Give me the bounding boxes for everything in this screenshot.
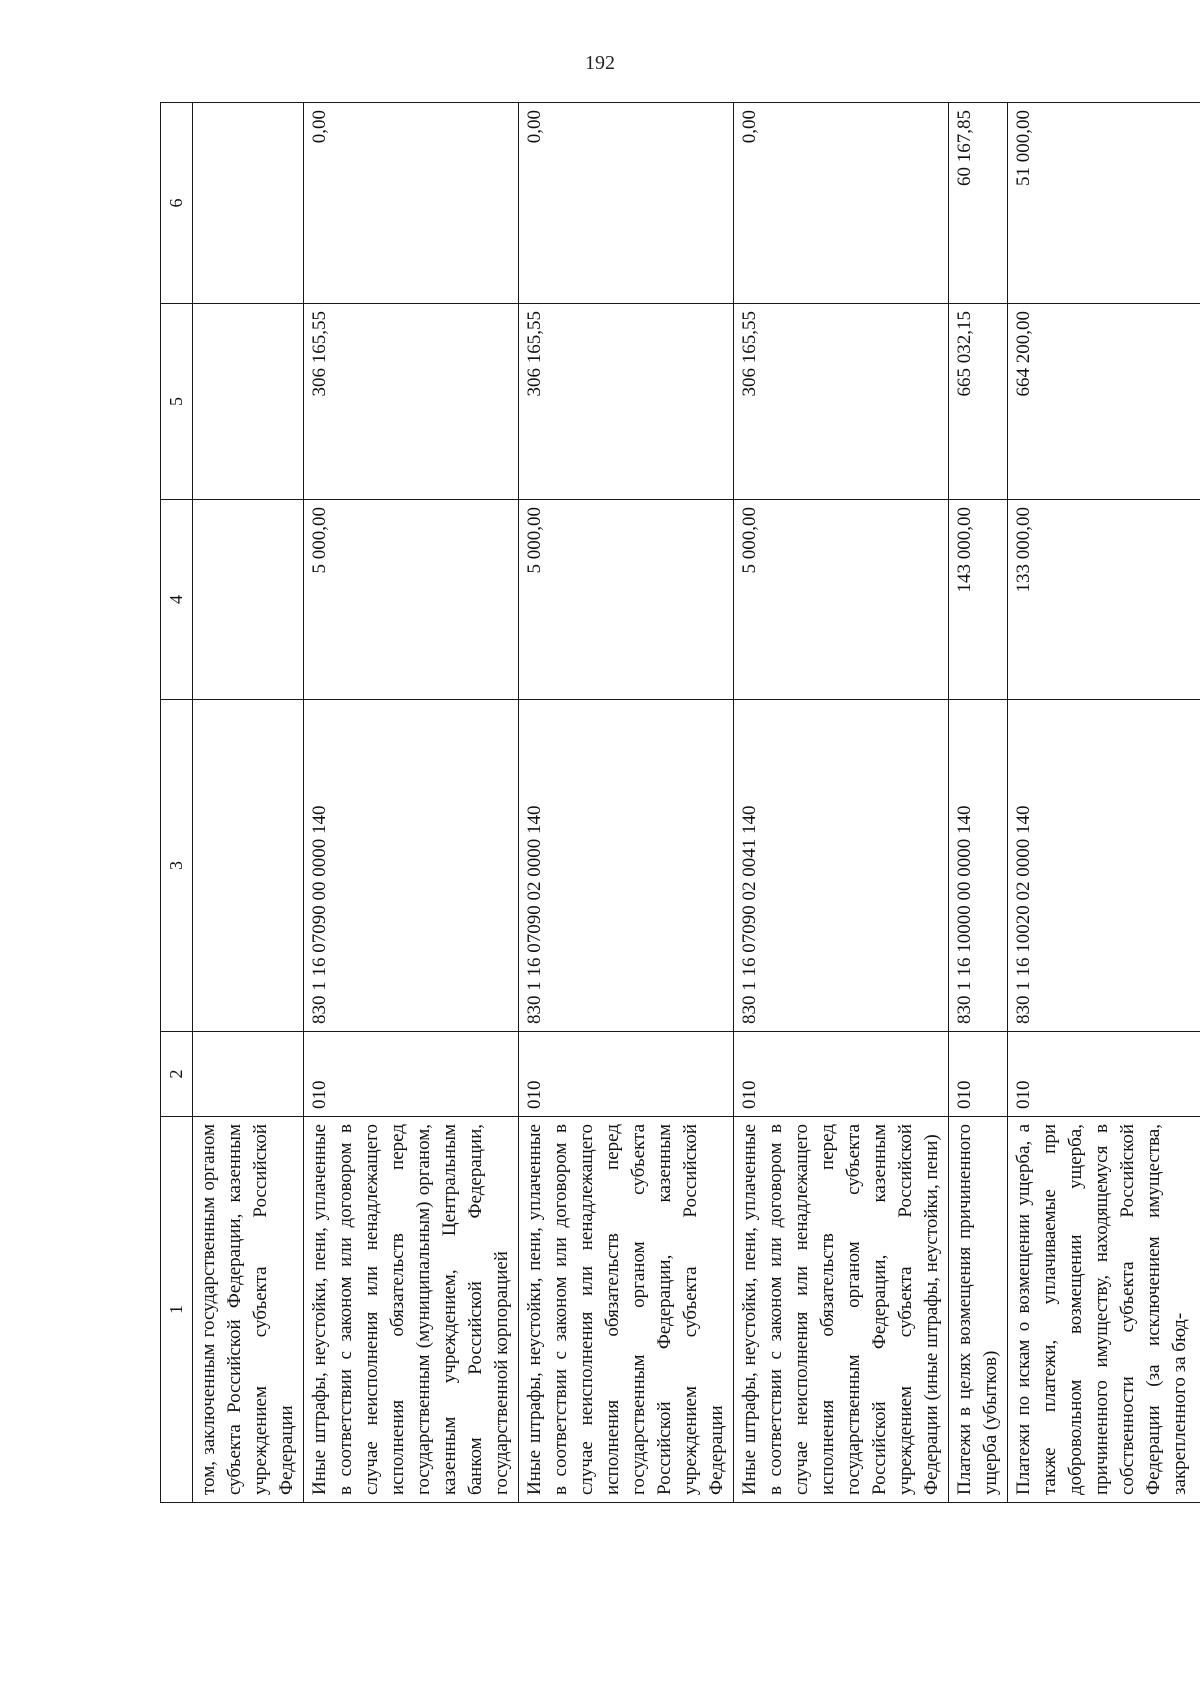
cell-col6: 0,00 [734, 103, 949, 304]
cell-col5 [193, 304, 304, 500]
cell-kbk: 830 1 16 07090 00 0000 140 [304, 700, 519, 1032]
cell-col6: 0,00 [519, 103, 734, 304]
cell-code [193, 1032, 304, 1117]
cell-col4: 5 000,00 [304, 500, 519, 700]
header-row [161, 103, 193, 1503]
header-col-1: 1 [161, 1117, 193, 1503]
cell-col5: 306 165,55 [304, 304, 519, 500]
cell-code: 010 [304, 1032, 519, 1117]
cell-col5: 664 200,00 [1008, 304, 1200, 500]
cell-name: Платежи в целях возмещения причиненного ущерба (убытков) [949, 1117, 1008, 1503]
cell-name: Иные штрафы, неустойки, пени, уплаченные в соответствии с законом или договором в случае неисполнения или ненадлежащего исполнения обязательств перед государственным органом субъекта Российской Федерации, казенным учреждением субъекта Российской Федерации [519, 1117, 734, 1503]
cell-name: том, заключенным государственным органом субъекта Российской Федерации, казенным учреждением субъекта Российской Федерации [193, 1117, 304, 1503]
header-col-6: 6 [161, 103, 193, 304]
table-row [304, 103, 519, 1503]
cell-kbk: 830 1 16 07090 02 0000 140 [519, 700, 734, 1032]
cell-name: Платежи по искам о возмещении ущерба, а также платежи, уплачиваемые при добровольном возмещении ущерба, причиненного имуществу, находящемуся в собственности субъекта Российской Федерации (за исключением имущества, закрепленного за бюд- [1008, 1117, 1200, 1503]
table-row [734, 103, 949, 1503]
cell-col6: 0,00 [304, 103, 519, 304]
header-col-3: 3 [161, 700, 193, 1032]
cell-name: Иные штрафы, неустойки, пени, уплаченные в соответствии с законом или договором в случае неисполнения или ненадлежащего исполнения обязательств перед государственным (муниципальным) органом, казенным учреждением, Центральным банком Российской Федерации, государственной корпорацией [304, 1117, 519, 1503]
table-row [193, 103, 304, 1503]
table-row [949, 103, 1008, 1503]
header-col-2: 2 [161, 1032, 193, 1117]
cell-code: 010 [519, 1032, 734, 1117]
cell-kbk: 830 1 16 10020 02 0000 140 [1008, 700, 1200, 1032]
rotated-table-frame [160, 103, 1200, 1503]
header-col-4: 4 [161, 500, 193, 700]
cell-code: 010 [1008, 1032, 1200, 1117]
table-row [519, 103, 734, 1503]
table-row [1008, 103, 1200, 1503]
revenue-table [160, 102, 1200, 1503]
header-col-5: 5 [161, 304, 193, 500]
cell-col6: 60 167,85 [949, 103, 1008, 304]
cell-kbk: 830 1 16 07090 02 0041 140 [734, 700, 949, 1032]
cell-kbk [193, 700, 304, 1032]
cell-kbk: 830 1 16 10000 00 0000 140 [949, 700, 1008, 1032]
cell-col5: 306 165,55 [519, 304, 734, 500]
cell-col4 [193, 500, 304, 700]
cell-col4: 133 000,00 [1008, 500, 1200, 700]
cell-col6: 51 000,00 [1008, 103, 1200, 304]
cell-col5: 665 032,15 [949, 304, 1008, 500]
cell-code: 010 [734, 1032, 949, 1117]
cell-col6 [193, 103, 304, 304]
cell-code: 010 [949, 1032, 1008, 1117]
cell-col4: 5 000,00 [519, 500, 734, 700]
cell-name: Иные штрафы, неустойки, пени, уплаченные в соответствии с законом или договором в случае неисполнения или ненадлежащего исполнения обязательств перед государственным органом субъекта Российской Федерации, казенным учреждением субъекта Российской Федерации (иные штрафы, неустойки, пени) [734, 1117, 949, 1503]
page-number: 192 [585, 52, 615, 74]
cell-col5: 306 165,55 [734, 304, 949, 500]
cell-col4: 5 000,00 [734, 500, 949, 700]
cell-col4: 143 000,00 [949, 500, 1008, 700]
